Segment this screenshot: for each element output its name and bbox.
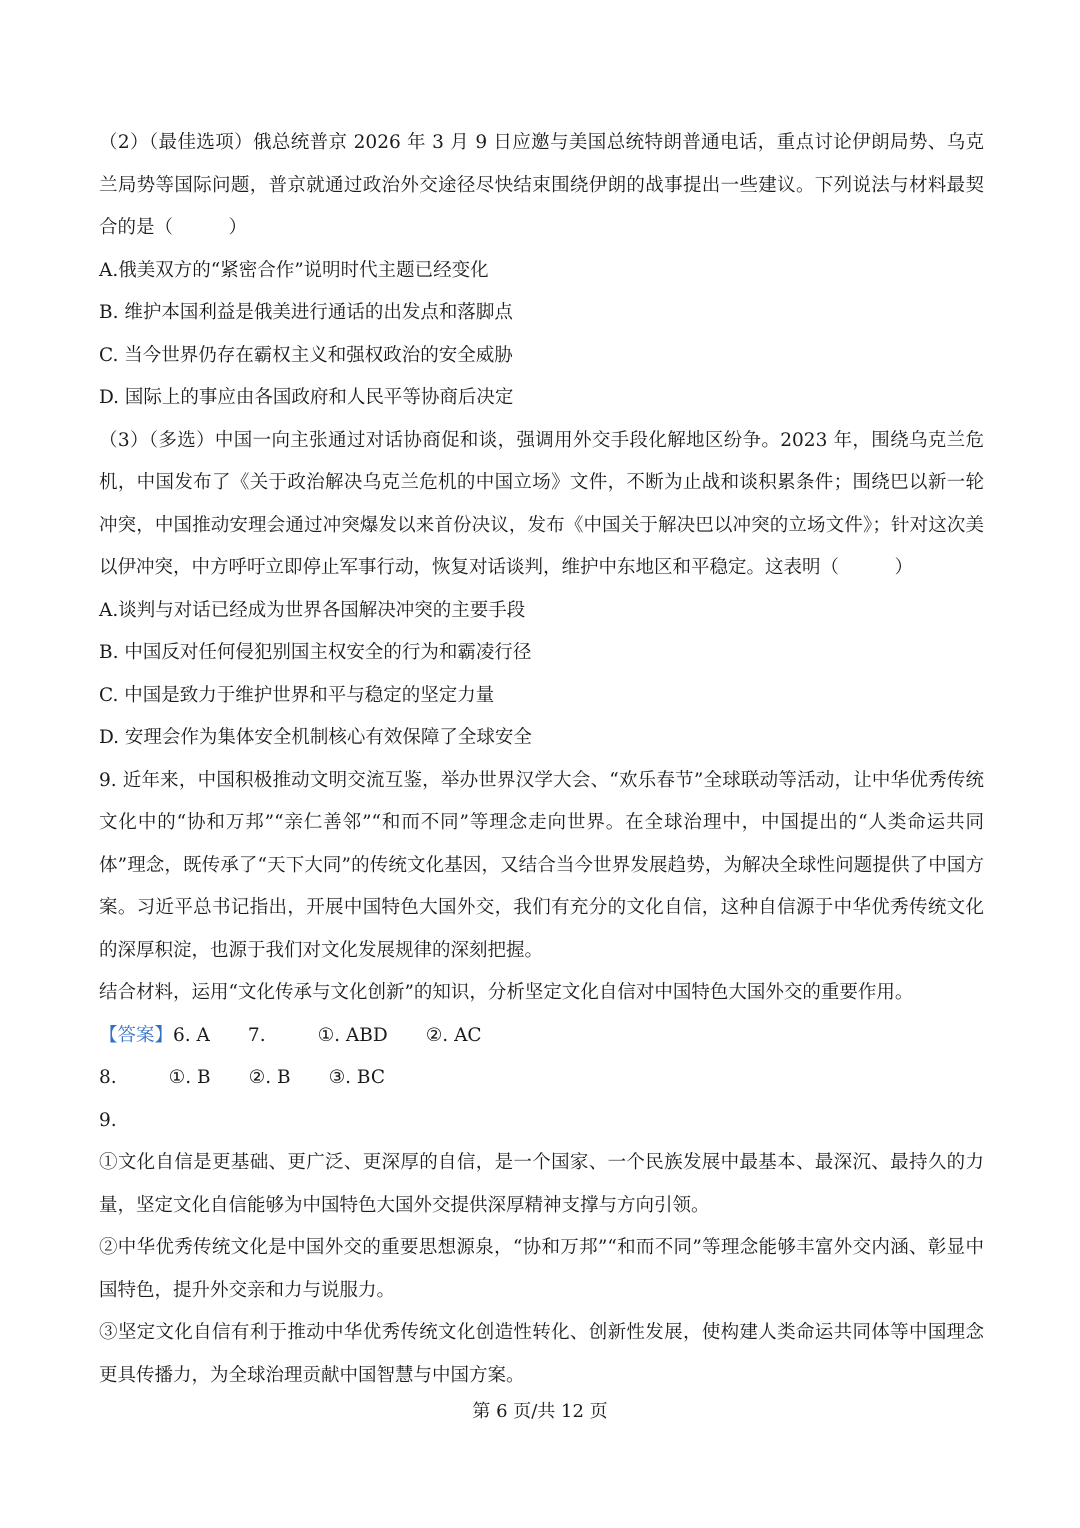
answer-7-2: ②. AC xyxy=(425,1024,482,1046)
question-8-3-option-d: D. 安理会作为集体安全机制核心有效保障了全球安全 xyxy=(99,727,532,748)
question-9-task: 结合材料，运用“文化传承与文化创新”的知识，分析坚定文化自信对中国特色大国外交的重要作用。 xyxy=(99,982,914,1003)
answer-9-point-2: ②中华优秀传统文化是中国外交的重要思想源泉，“协和万邦”“和而不同”等理念能够丰富外交内涵、彰显中国特色，提升外交亲和力与说服力。 xyxy=(99,1237,984,1301)
answer-line-2 xyxy=(99,1057,984,1100)
question-8-3-stem: （3）（多选）中国一向主张通过对话协商促和谈，强调用外交手段化解地区纷争。2023 年，围绕乌克兰危机，中国发布了《关于政治解决乌克兰危机的中国立场》文件，不断为止战和谈积累条件；围绕巴以新一轮冲突，中国推动安理会通过冲突爆发以来首份决议，发布《中国关于解决巴以冲突的立场文件》；针对这次美以伊冲突，中方呼吁立即停止军事行动，恢复对话谈判，维护中东地区和平稳定。这表明（ ） xyxy=(99,429,984,578)
question-8-2-option-d: D. 国际上的事应由各国政府和人民平等协商后决定 xyxy=(99,387,514,408)
answer-7-1: ①. ABD xyxy=(317,1024,388,1046)
question-8-3-option-a: A.谈判与对话已经成为世界各国解决冲突的主要手段 xyxy=(99,599,526,621)
page-content xyxy=(99,122,984,1397)
answer-7-number: 7. xyxy=(247,1024,266,1046)
question-9-material: 9. 近年来，中国积极推动文明交流互鉴，举办世界汉学大会、“欢乐春节”全球联动等活动，让中华优秀传统文化中的“协和万邦”“亲仁善邻”“和而不同”等理念走向世界。在全球治理中，中国提出的“人类命运共同体”理念，既传承了“天下大同”的传统文化基因，又结合当今世界发展趋势，为解决全球性问题提供了中国方案。习近平总书记指出，开展中国特色大国外交，我们有充分的文化自信，这种自信源于中华优秀传统文化的深厚积淀，也源于我们对文化发展规律的深刻把握。 xyxy=(99,769,984,961)
answer-8-3: ③. BC xyxy=(328,1067,386,1088)
answer-9-number: 9. xyxy=(99,1109,117,1131)
question-8-2-option-b: B. 维护本国利益是俄美进行通话的出发点和落脚点 xyxy=(99,302,513,323)
page-footer: 第 6 页/共 12 页 xyxy=(472,1401,608,1422)
answer-line-1 xyxy=(99,1015,984,1058)
answer-8-1: ①. B xyxy=(168,1067,211,1088)
question-8-2-option-a: A.俄美双方的“紧密合作”说明时代主题已经变化 xyxy=(99,259,489,281)
answer-label: 【答案】 xyxy=(99,1024,174,1046)
question-8-3-option-c: C. 中国是致力于维护世界和平与稳定的坚定力量 xyxy=(99,684,495,706)
answer-9-point-3: ③坚定文化自信有利于推动中华优秀传统文化创造性转化、创新性发展，使构建人类命运共同体等中国理念更具传播力，为全球治理贡献中国智慧与中国方案。 xyxy=(99,1322,984,1386)
answer-8-2: ②. B xyxy=(248,1067,291,1088)
answer-6: 6. A xyxy=(173,1024,210,1046)
question-8-2-stem: （2）（最佳选项）俄总统普京 2026 年 3 月 9 日应邀与美国总统特朗普通电话，重点讨论伊朗局势、乌克兰局势等国际问题，普京就通过政治外交途径尽快结束围绕伊朗的战事提出一些建议。下列说法与材料最契合的是（ ） xyxy=(99,132,984,238)
answer-8-number: 8. xyxy=(99,1067,117,1088)
answer-9-point-1: ①文化自信是更基础、更广泛、更深厚的自信，是一个国家、一个民族发展中最基本、最深沉、最持久的力量，坚定文化自信能够为中国特色大国外交提供深厚精神支撑与方向引领。 xyxy=(99,1152,984,1216)
question-8-2-option-c: C. 当今世界仍存在霸权主义和强权政治的安全威胁 xyxy=(99,344,513,366)
question-8-3-option-b: B. 中国反对任何侵犯别国主权安全的行为和霸凌行径 xyxy=(99,642,532,663)
